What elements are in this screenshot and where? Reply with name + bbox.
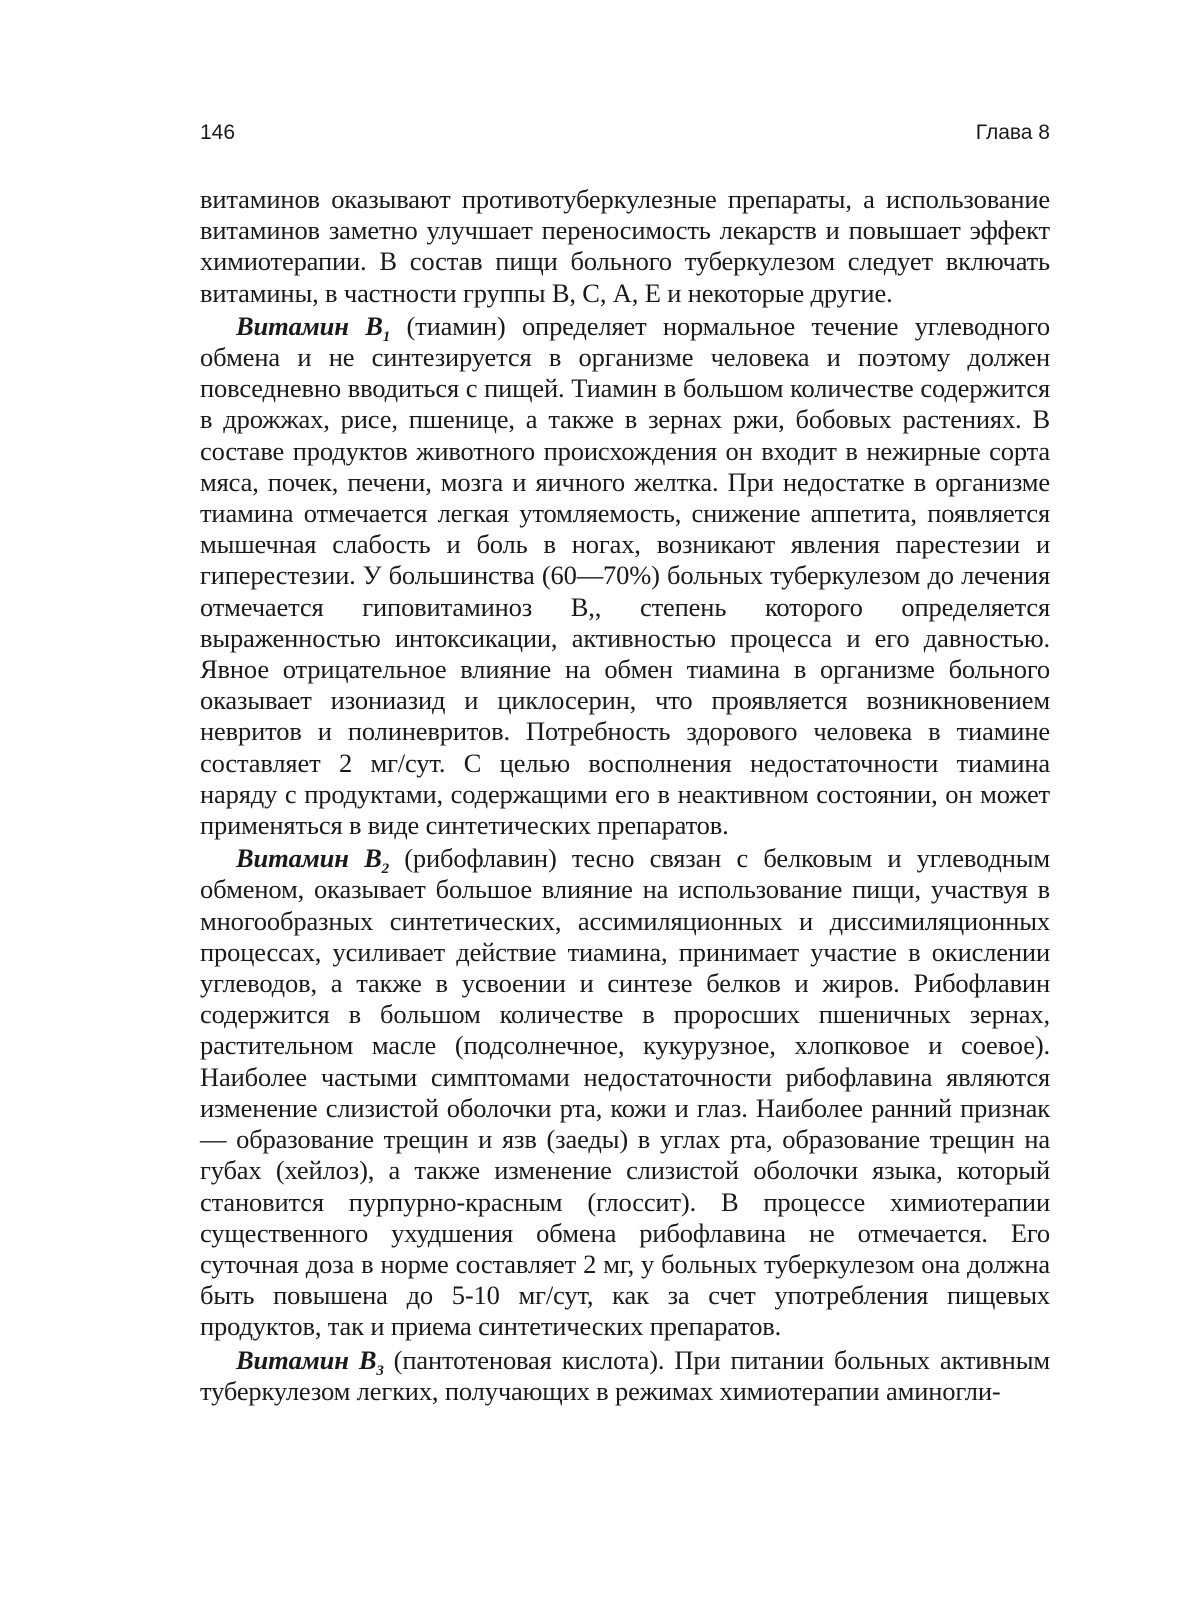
paragraph-vitamin-b2	[200, 843, 1050, 1342]
page-number: 146	[200, 121, 236, 144]
page-header	[200, 118, 1050, 148]
vitamin-subscript: 1	[382, 328, 391, 345]
paragraph-text: (рибофлавин) тесно связан с белковым и углеводным обменом, оказывает большое влияние на использование пищи, участвуя в многообразных синтетических, ассимиляционных и диссимиляционных процессах, усиливает действие тиамина, принимает участие в окислении углеводов, а также в усвоении и синтезе белков и жиров. Рибофлавин содержится в большом количестве в проросших пшеничных зернах, растительном масле (подсолнечное, кукурузное, хлопковое и соевое). Наиболее частыми симптомами недостаточности рибофлавина являются изменение слизистой оболочки рта, кожи и глаз. Наиболее ранний признак — образование трещин и язв (заеды) в углах рта, образование трещин на губах (хейлоз), а также изменение слизистой оболочки языка, который становится пурпурно-красным (глоссит). В процессе химиотерапии существенного ухудшения обмена рибофлавина не отмечается. Его суточная доза в норме составляет 2 мг, у больных туберкулезом она должна быть повышена до 5-10 мг/сут, как за счет употребления пищевых продуктов, так и приема синтетических препаратов.	[200, 843, 1050, 1342]
paragraph-text: витаминов оказывают противотуберкулезные препараты, а использование витаминов заметно улучшает переносимость лекарств и повышает эффект химиотерапии. В состав пищи больного туберкулезом следует включать витамины, в частности группы В, С, А, Е и некоторые другие.	[200, 184, 1050, 308]
vitamin-term: Витамин В	[236, 843, 382, 874]
vitamin-subscript: 2	[381, 861, 389, 878]
paragraph-text: (пантотеновая кислота). При питании больных активным туберкулезом легких, получающих в режимах химиотерапии аминогли-	[200, 1344, 1050, 1406]
paragraph-vitamin-b1	[200, 311, 1050, 841]
paragraph-vitamin-b3	[200, 1345, 1050, 1407]
vitamin-term: Витамин В	[236, 310, 383, 341]
paragraph-text: (тиамин) определяет нормальное течение углеводного обмена и не синтезируется в организме человека и поэтому должен повседневно вводиться с пищей. Тиамин в большом количестве содержится в дрожжах, рисе, пшенице, а также в зернах ржи, бобовых растениях. В составе продуктов животного происхождения он входит в нежирные сорта мяса, почек, печени, мозга и яичного желтка. При недостатке в организме тиамина отмечается легкая утомляемость, снижение аппетита, появляется мышечная слабость и боль в ногах, возникают явления парестезии и гиперестезии. У большинства (60—70%) больных туберкулезом до лечения отмечается гиповитаминоз В,, степень которого определяется выраженностью интоксикации, активностью процесса и его давностью. Явное отрицательное влияние на обмен тиамина в организме больного оказывает изониазид и циклосерин, что проявляется возникновением невритов и полиневритов. Потребность здорового человека в тиамине составляет 2 мг/сут. С целью восполнения недостаточности тиамина наряду с продуктами, содержащими его в неактивном состоянии, он может применяться в виде синтетических препаратов.	[200, 310, 1050, 841]
paragraph-continuation	[200, 184, 1050, 309]
body-text	[200, 184, 1050, 1407]
vitamin-term: Витамин В	[236, 1344, 377, 1375]
vitamin-subscript: 3	[376, 1362, 384, 1379]
chapter-title: Глава 8	[975, 121, 1050, 144]
